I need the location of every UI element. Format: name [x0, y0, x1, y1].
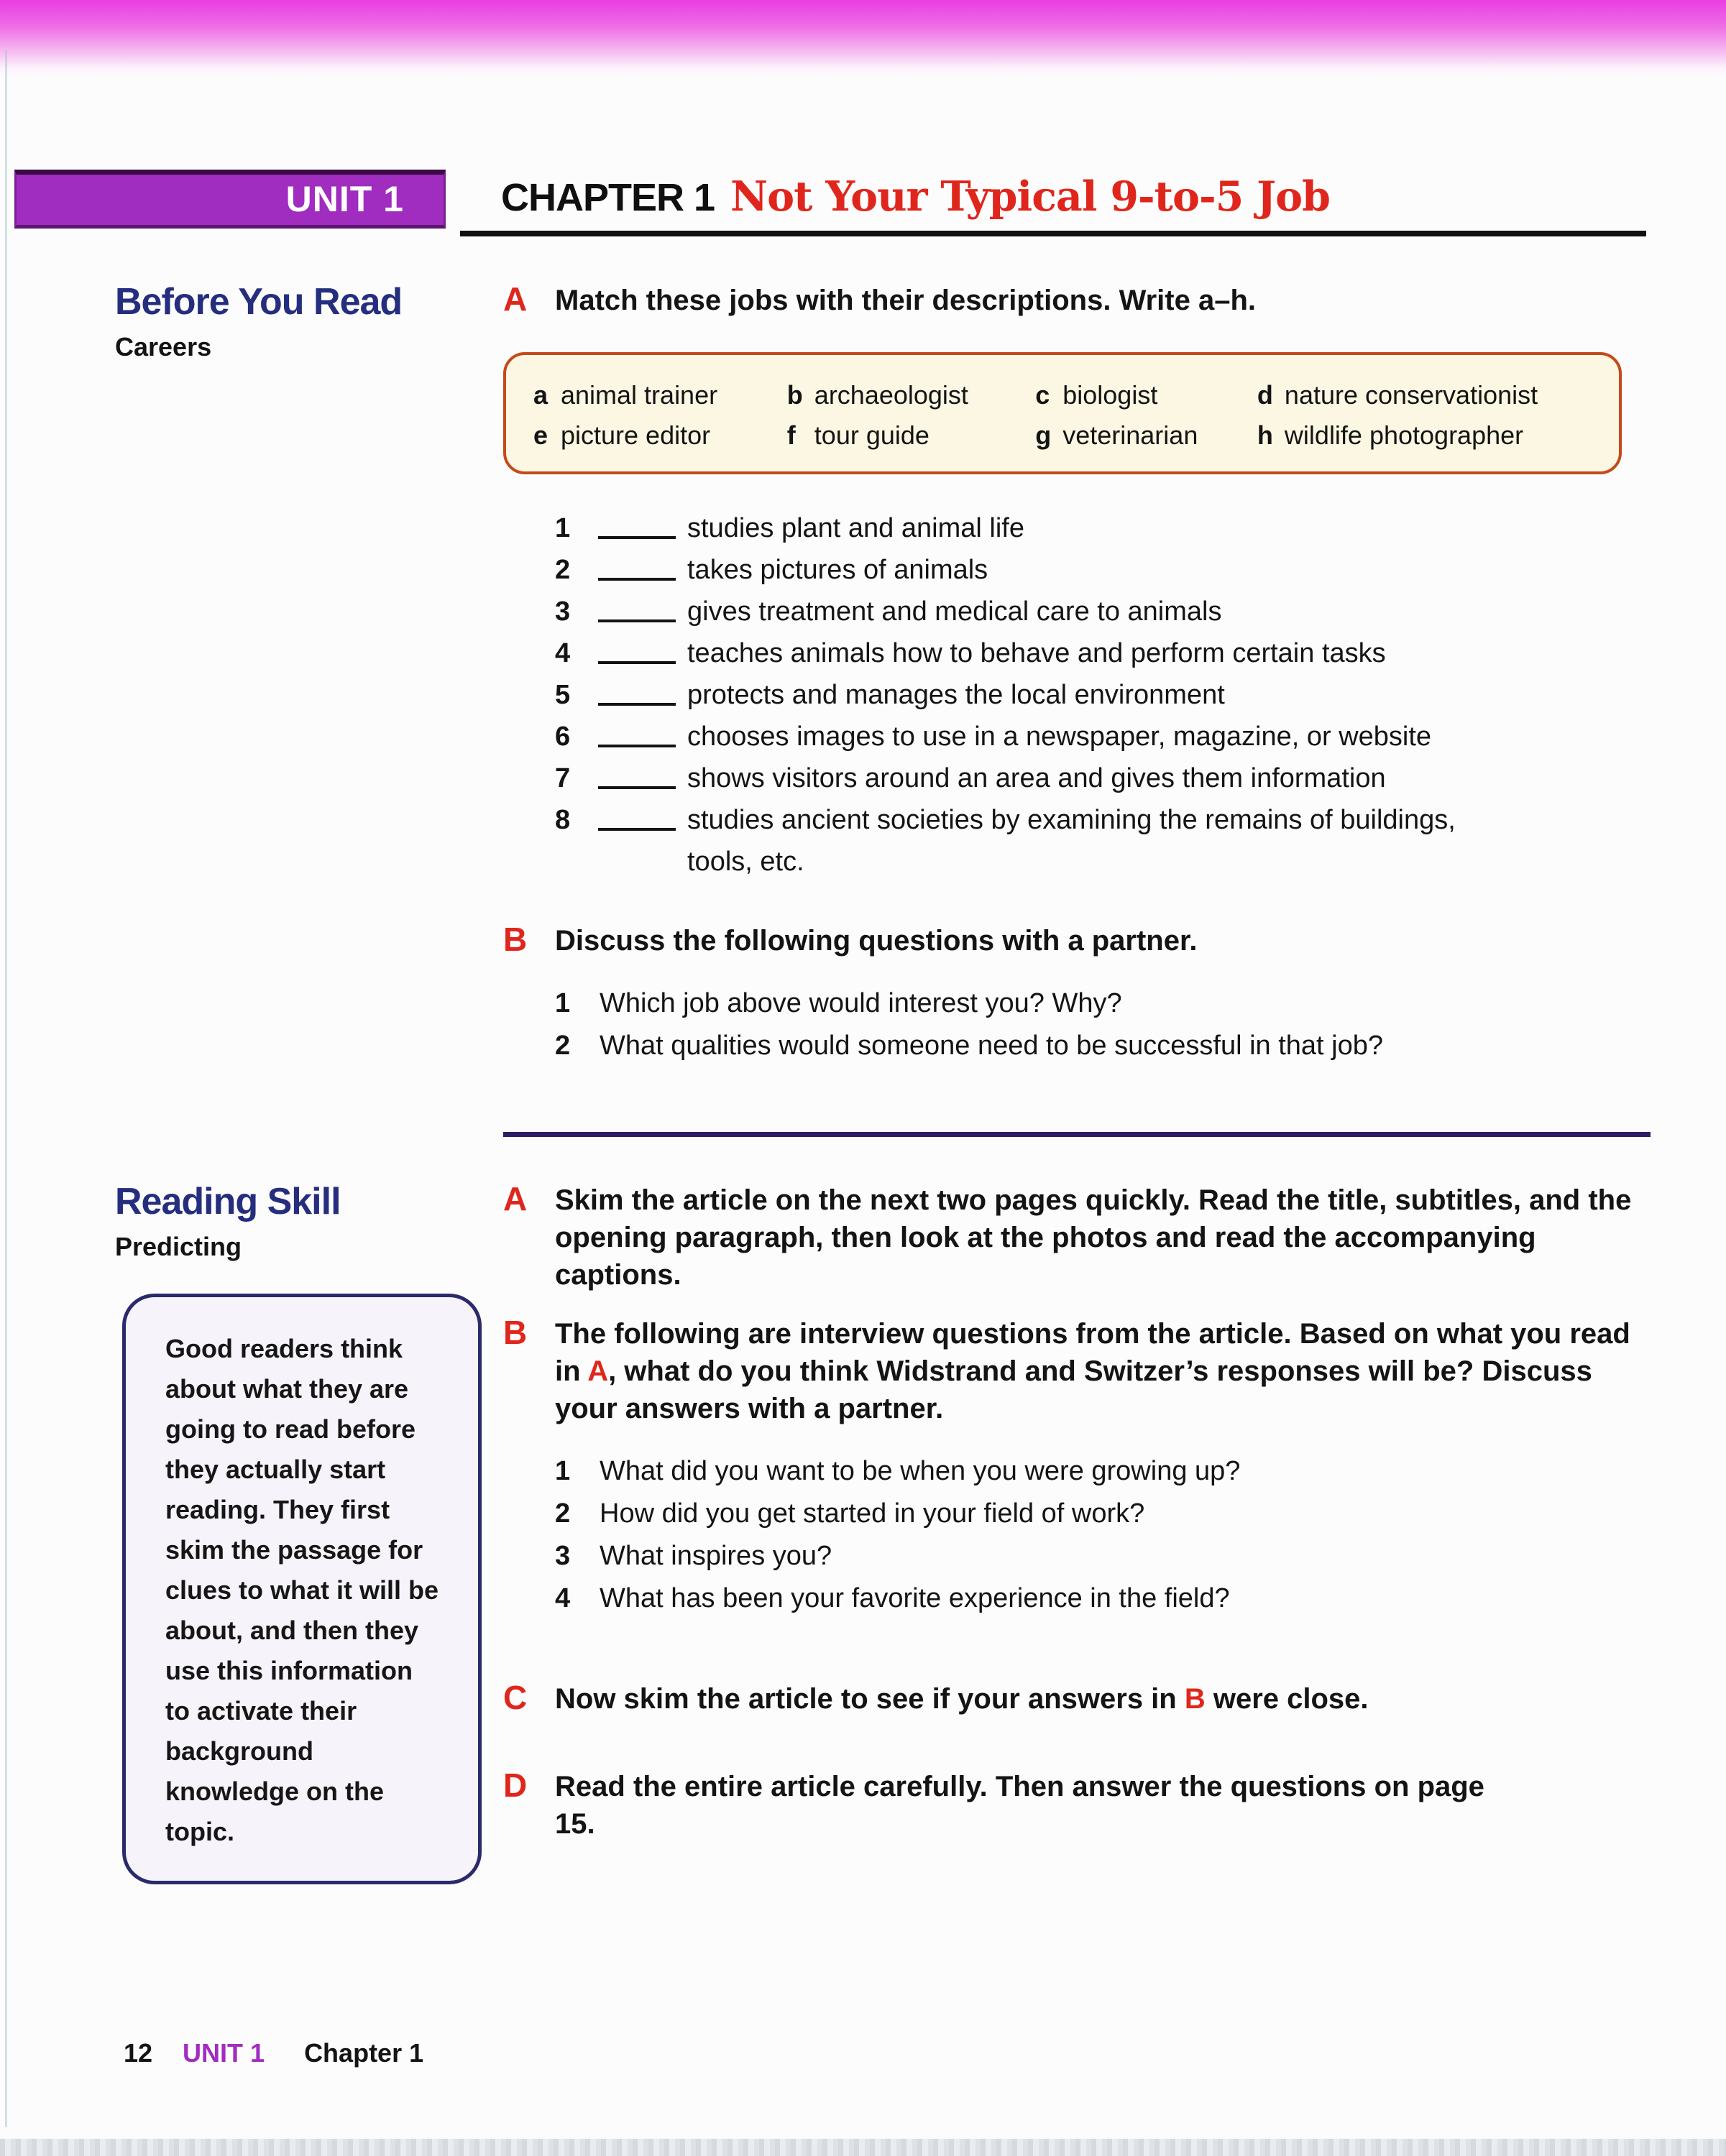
- unit-label: UNIT 1: [285, 179, 404, 219]
- page-header: [0, 170, 1646, 236]
- page-number: 12: [124, 2038, 153, 2068]
- item-text: shows visitors around an area and gives them information: [687, 763, 1386, 793]
- item-number: 8: [555, 805, 571, 835]
- page-top-gradient: [0, 0, 1726, 78]
- question-item: [555, 1500, 1651, 1528]
- instruction-text: The following are interview questions from the article. Based on what you read in: [555, 1318, 1630, 1387]
- reading-skill-tip-box: [122, 1294, 482, 1884]
- job-letter: b: [786, 380, 803, 410]
- item-number: 4: [555, 638, 571, 668]
- scan-artifact-bottom: [0, 2139, 1726, 2156]
- item-text: studies plant and animal life: [687, 513, 1024, 543]
- rs-task-d-instruction: Read the entire article carefully. Then answer the questions on page 15.: [555, 1771, 1484, 1840]
- instruction-text: Now skim the article to see if your answers in: [555, 1683, 1185, 1715]
- job-label: animal trainer: [561, 380, 718, 410]
- question-item: [555, 1542, 1651, 1570]
- answer-blank: [598, 598, 676, 622]
- matching-list: [555, 515, 1651, 876]
- chapter-block: [501, 170, 1646, 236]
- job-label: veterinarian: [1062, 420, 1198, 450]
- chapter-rule: [460, 231, 1646, 236]
- question-text: What qualities would someone need to be successful in that job?: [600, 1031, 1383, 1061]
- discussion-questions: [555, 990, 1651, 1060]
- before-you-read-subheading: Careers: [115, 332, 212, 361]
- job-option: [533, 381, 787, 410]
- section-divider: [503, 1132, 1651, 1137]
- job-label: wildlife photographer: [1284, 420, 1524, 450]
- item-text: protects and manages the local environment: [687, 680, 1225, 710]
- answer-blank: [598, 556, 676, 581]
- item-number: 5: [555, 680, 571, 710]
- job-letter: d: [1257, 380, 1273, 410]
- answer-blank: [598, 806, 676, 831]
- task-letter-b: B: [503, 1314, 528, 1351]
- reading-skill-heading: Reading Skill: [115, 1181, 341, 1222]
- matching-item: [555, 806, 1651, 876]
- matching-item: [555, 556, 1651, 584]
- task-a-head: [503, 282, 1651, 319]
- matching-item: [555, 723, 1651, 751]
- instruction-text: , what do you think Widstrand and Switzer’s responses will be? Discuss your answers with a partner.: [555, 1355, 1592, 1424]
- question-text: What inspires you?: [600, 1541, 832, 1571]
- item-number: 1: [555, 513, 571, 543]
- question-number: 1: [555, 1456, 571, 1486]
- question-number: 2: [555, 1498, 571, 1529]
- answer-blank: [598, 681, 676, 706]
- item-text: chooses images to use in a newspaper, magazine, or website: [687, 722, 1432, 752]
- chapter-label: CHAPTER 1: [501, 176, 715, 219]
- task-letter-c: C: [503, 1679, 528, 1716]
- matching-item: [555, 640, 1651, 668]
- footer-chapter-label: Chapter 1: [304, 2038, 424, 2068]
- matching-item: [555, 765, 1651, 793]
- question-number: 2: [555, 1031, 571, 1061]
- item-number: 6: [555, 722, 571, 752]
- task-a-instruction: Match these jobs with their descriptions. Write a–h.: [555, 285, 1256, 316]
- rs-task-c-body: [555, 1680, 1651, 1718]
- rs-task-b: [503, 1315, 1651, 1627]
- task-letter-b: B: [503, 921, 528, 958]
- question-text: What did you want to be when you were growing up?: [600, 1456, 1241, 1486]
- rs-task-c-instruction: [555, 1680, 1648, 1718]
- question-number: 3: [555, 1541, 571, 1571]
- ref-letter-b: B: [1184, 1683, 1206, 1715]
- item-text: takes pictures of animals: [687, 555, 988, 585]
- task-a: [503, 282, 1651, 876]
- rs-task-d-body: [555, 1768, 1651, 1843]
- rs-task-a: [503, 1181, 1651, 1294]
- job-letter: g: [1035, 420, 1052, 450]
- matching-item: [555, 681, 1651, 709]
- matching-item: [555, 598, 1651, 626]
- question-item: [555, 1457, 1651, 1485]
- answer-blank: [598, 515, 676, 539]
- unit-banner: [14, 170, 446, 229]
- reading-skill-tasks: [503, 1181, 1651, 1884]
- job-letter: f: [786, 420, 796, 450]
- scan-artifact-left: [5, 50, 7, 2127]
- item-text: teaches animals how to behave and perform certain tasks: [687, 638, 1386, 668]
- item-number: 2: [555, 555, 571, 585]
- page-content: [115, 282, 1651, 1884]
- rs-task-a-instruction: Skim the article on the next two pages quickly. Read the title, subtitles, and the opening paragraph, then look at the photos and read the accompanying captions.: [555, 1184, 1632, 1291]
- item-number: 3: [555, 596, 571, 627]
- question-text: How did you get started in your field of work?: [600, 1498, 1145, 1529]
- job-option: [787, 421, 1035, 450]
- rs-task-c: [503, 1680, 1651, 1718]
- footer-unit-label: UNIT 1: [183, 2038, 265, 2068]
- job-option: [1257, 381, 1590, 410]
- job-label: picture editor: [561, 420, 711, 450]
- job-option: [533, 421, 787, 450]
- task-b-body: [555, 922, 1651, 1074]
- matching-item: [555, 515, 1651, 543]
- item-text-line2: tools, etc.: [687, 847, 804, 877]
- task-letter-d: D: [503, 1766, 528, 1804]
- question-text: Which job above would interest you? Why?: [600, 988, 1122, 1018]
- job-option: [1257, 421, 1590, 450]
- task-b-instruction: Discuss the following questions with a partner.: [555, 925, 1198, 957]
- job-label: nature conservationist: [1284, 380, 1538, 410]
- job-label: biologist: [1062, 380, 1158, 410]
- instruction-text: were close.: [1205, 1683, 1369, 1715]
- answer-blank: [598, 723, 676, 747]
- question-text: What has been your favorite experience in the field?: [600, 1583, 1230, 1613]
- before-you-read-sidebar: [115, 282, 503, 1074]
- job-letter: h: [1257, 420, 1273, 450]
- item-text-line1: studies ancient societies by examining the remains of buildings,: [687, 805, 1456, 835]
- question-item: [555, 1585, 1651, 1613]
- before-you-read-tasks: [503, 282, 1651, 1074]
- item-number: 7: [555, 763, 571, 793]
- before-you-read-heading: Before You Read: [115, 281, 403, 323]
- jobs-word-box: [503, 352, 1622, 474]
- page-footer: [124, 2038, 423, 2068]
- job-letter: c: [1035, 380, 1050, 410]
- answer-blank: [598, 765, 676, 789]
- chapter-title: Not Your Typical 9-to-5 Job: [730, 172, 1331, 221]
- job-label: tour guide: [814, 420, 929, 450]
- question-item: [555, 1032, 1651, 1060]
- task-b: [503, 922, 1651, 1074]
- item-text: [687, 806, 1456, 876]
- task-letter-a: A: [503, 1180, 528, 1217]
- item-text: gives treatment and medical care to animals: [687, 596, 1222, 627]
- interview-questions: [555, 1457, 1651, 1613]
- question-number: 4: [555, 1583, 571, 1613]
- job-label: archaeologist: [814, 380, 968, 410]
- answer-blank: [598, 640, 676, 664]
- job-letter: e: [533, 420, 548, 450]
- chapter-heading: [501, 170, 1646, 221]
- question-item: [555, 990, 1651, 1018]
- job-option: [1035, 381, 1257, 410]
- job-option: [787, 381, 1035, 410]
- reading-skill-subheading: Predicting: [115, 1232, 242, 1261]
- question-number: 1: [555, 988, 571, 1018]
- rs-task-b-body: [555, 1315, 1651, 1627]
- reading-skill-sidebar: [115, 1181, 503, 1884]
- ref-letter-a: A: [587, 1355, 609, 1387]
- tip-text: Good readers think about what they are going to read before they actually start reading. They first skim the passage for clues to what it will be about, and then they use this information to activate their background knowledge on the topic.: [165, 1334, 439, 1846]
- task-letter-a: A: [503, 280, 528, 318]
- rs-task-d: [503, 1768, 1651, 1843]
- rs-task-a-body: [555, 1181, 1651, 1294]
- rs-task-b-instruction: [555, 1315, 1648, 1427]
- job-letter: a: [533, 380, 548, 410]
- job-option: [1035, 421, 1257, 450]
